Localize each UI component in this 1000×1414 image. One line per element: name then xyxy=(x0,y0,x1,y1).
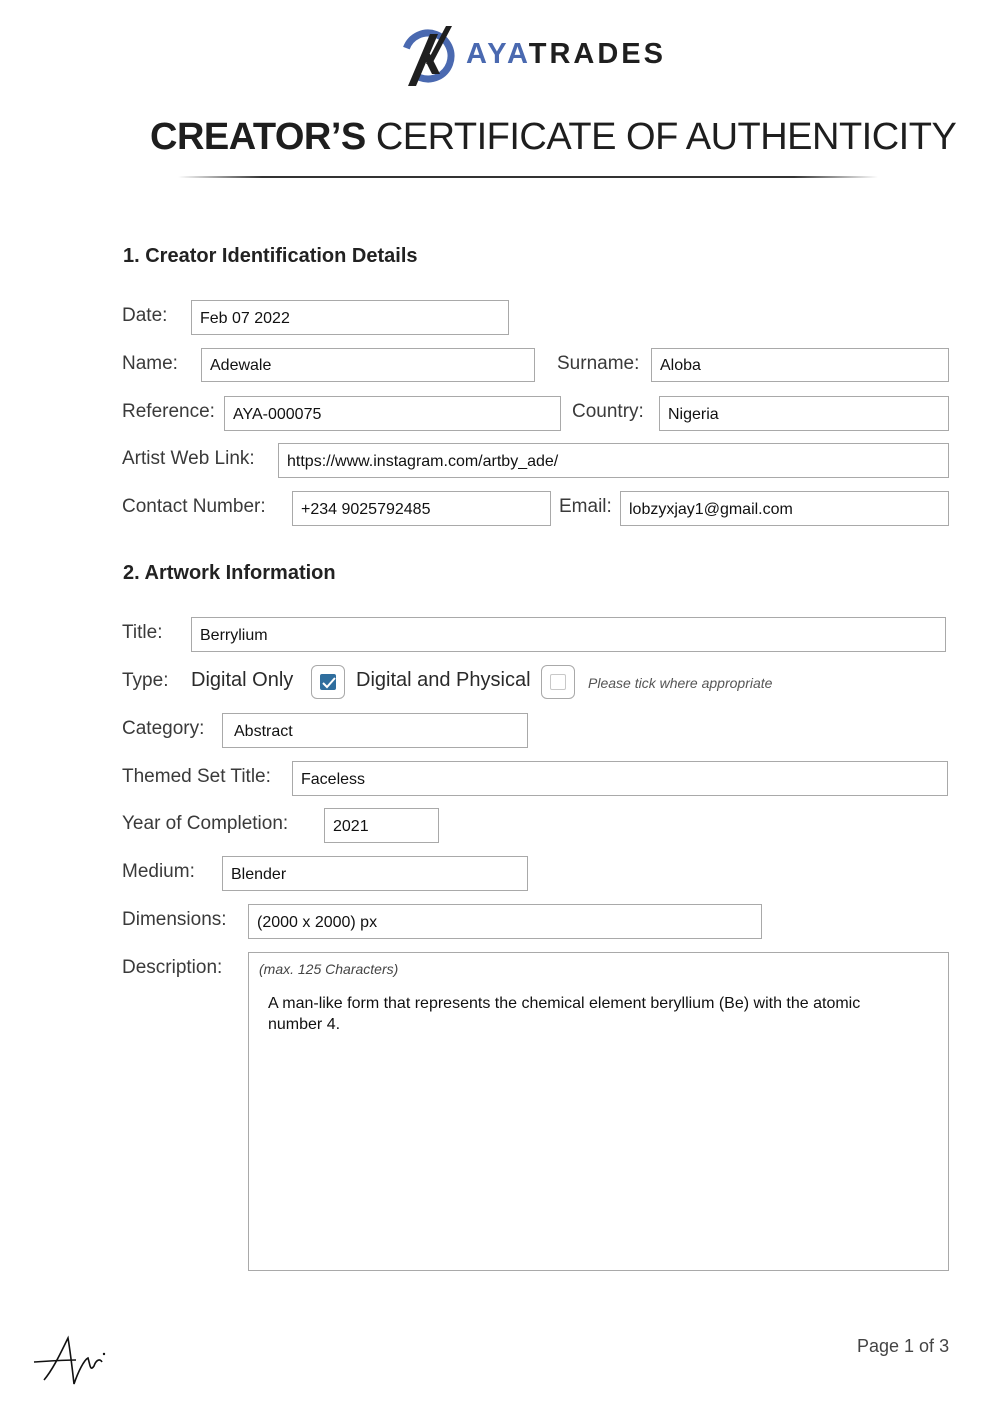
email-label: Email: xyxy=(559,496,612,517)
dimensions-field[interactable] xyxy=(248,904,762,939)
email-field[interactable] xyxy=(620,491,949,526)
reference-field[interactable] xyxy=(224,396,561,431)
weblink-field[interactable] xyxy=(278,443,949,478)
year-field[interactable] xyxy=(324,808,439,843)
checkmark-icon xyxy=(322,677,336,689)
title-label: Title: xyxy=(122,622,163,643)
page-number: Page 1 of 3 xyxy=(857,1336,950,1356)
title-divider xyxy=(178,176,878,178)
type-option-digital-physical-label: Digital and Physical xyxy=(356,669,531,691)
certificate-title xyxy=(150,116,957,159)
section-heading-creator: 1. Creator Identification Details xyxy=(123,245,418,267)
themed-set-field[interactable] xyxy=(292,761,948,796)
contact-label: Contact Number: xyxy=(122,496,266,517)
type-hint: Please tick where appropriate xyxy=(588,675,773,691)
title-value: Berrylium xyxy=(200,627,268,644)
description-label: Description: xyxy=(122,957,223,978)
description-hint: (max. 125 Characters) xyxy=(259,961,399,977)
date-field[interactable] xyxy=(191,300,509,335)
surname-value: Aloba xyxy=(660,357,701,374)
surname-field[interactable] xyxy=(651,348,949,382)
weblink-label: Artist Web Link: xyxy=(122,448,255,469)
category-value: Abstract xyxy=(234,723,293,740)
contact-field[interactable] xyxy=(292,491,551,526)
certificate-title-rest: CERTIFICATE OF AUTHENTICITY xyxy=(365,116,957,158)
country-value: Nigeria xyxy=(668,406,719,423)
ayatrades-logo-icon xyxy=(400,24,456,88)
weblink-value: https://www.instagram.com/artby_ade/ xyxy=(287,453,559,470)
description-value: A man-like form that represents the chemical element beryllium (Be) with the atomic number 4. xyxy=(268,995,861,1033)
digital-physical-checkbox[interactable] xyxy=(541,665,575,699)
reference-label: Reference: xyxy=(122,401,215,422)
themed-set-label: Themed Set Title: xyxy=(122,766,271,787)
brand-name-part1: AYA xyxy=(466,38,529,70)
year-value: 2021 xyxy=(333,818,369,835)
surname-label: Surname: xyxy=(557,353,640,374)
digital-only-checkbox[interactable] xyxy=(311,665,345,699)
signature-image xyxy=(30,1332,110,1396)
year-label: Year of Completion: xyxy=(122,813,289,834)
certificate-title-bold: CREATOR’S xyxy=(150,116,366,158)
country-field[interactable] xyxy=(659,396,949,431)
dimensions-label: Dimensions: xyxy=(122,909,227,930)
type-label: Type: xyxy=(122,670,169,691)
contact-value: +234 9025792485 xyxy=(301,501,431,518)
dimensions-value: (2000 x 2000) px xyxy=(257,914,378,931)
title-field[interactable] xyxy=(191,617,946,652)
section-heading-artwork: 2. Artwork Information xyxy=(123,562,336,584)
date-value: Feb 07 2022 xyxy=(200,310,290,327)
description-textarea[interactable] xyxy=(248,952,949,1271)
name-value: Adewale xyxy=(210,357,272,374)
type-option-digital-only-label: Digital Only xyxy=(191,669,294,691)
medium-value: Blender xyxy=(231,866,287,883)
date-label: Date: xyxy=(122,305,168,326)
country-label: Country: xyxy=(572,401,644,422)
brand-name-part2: TRADES xyxy=(528,38,666,70)
themed-set-value: Faceless xyxy=(301,771,366,788)
unchecked-indicator xyxy=(550,674,566,690)
category-label: Category: xyxy=(122,718,205,739)
brand-name xyxy=(466,38,666,71)
email-value: lobzyxjay1@gmail.com xyxy=(629,501,793,518)
name-label: Name: xyxy=(122,353,178,374)
category-field[interactable] xyxy=(222,713,528,748)
reference-value: AYA-000075 xyxy=(233,406,322,423)
name-field[interactable] xyxy=(201,348,535,382)
medium-field[interactable] xyxy=(222,856,528,891)
medium-label: Medium: xyxy=(122,861,195,882)
